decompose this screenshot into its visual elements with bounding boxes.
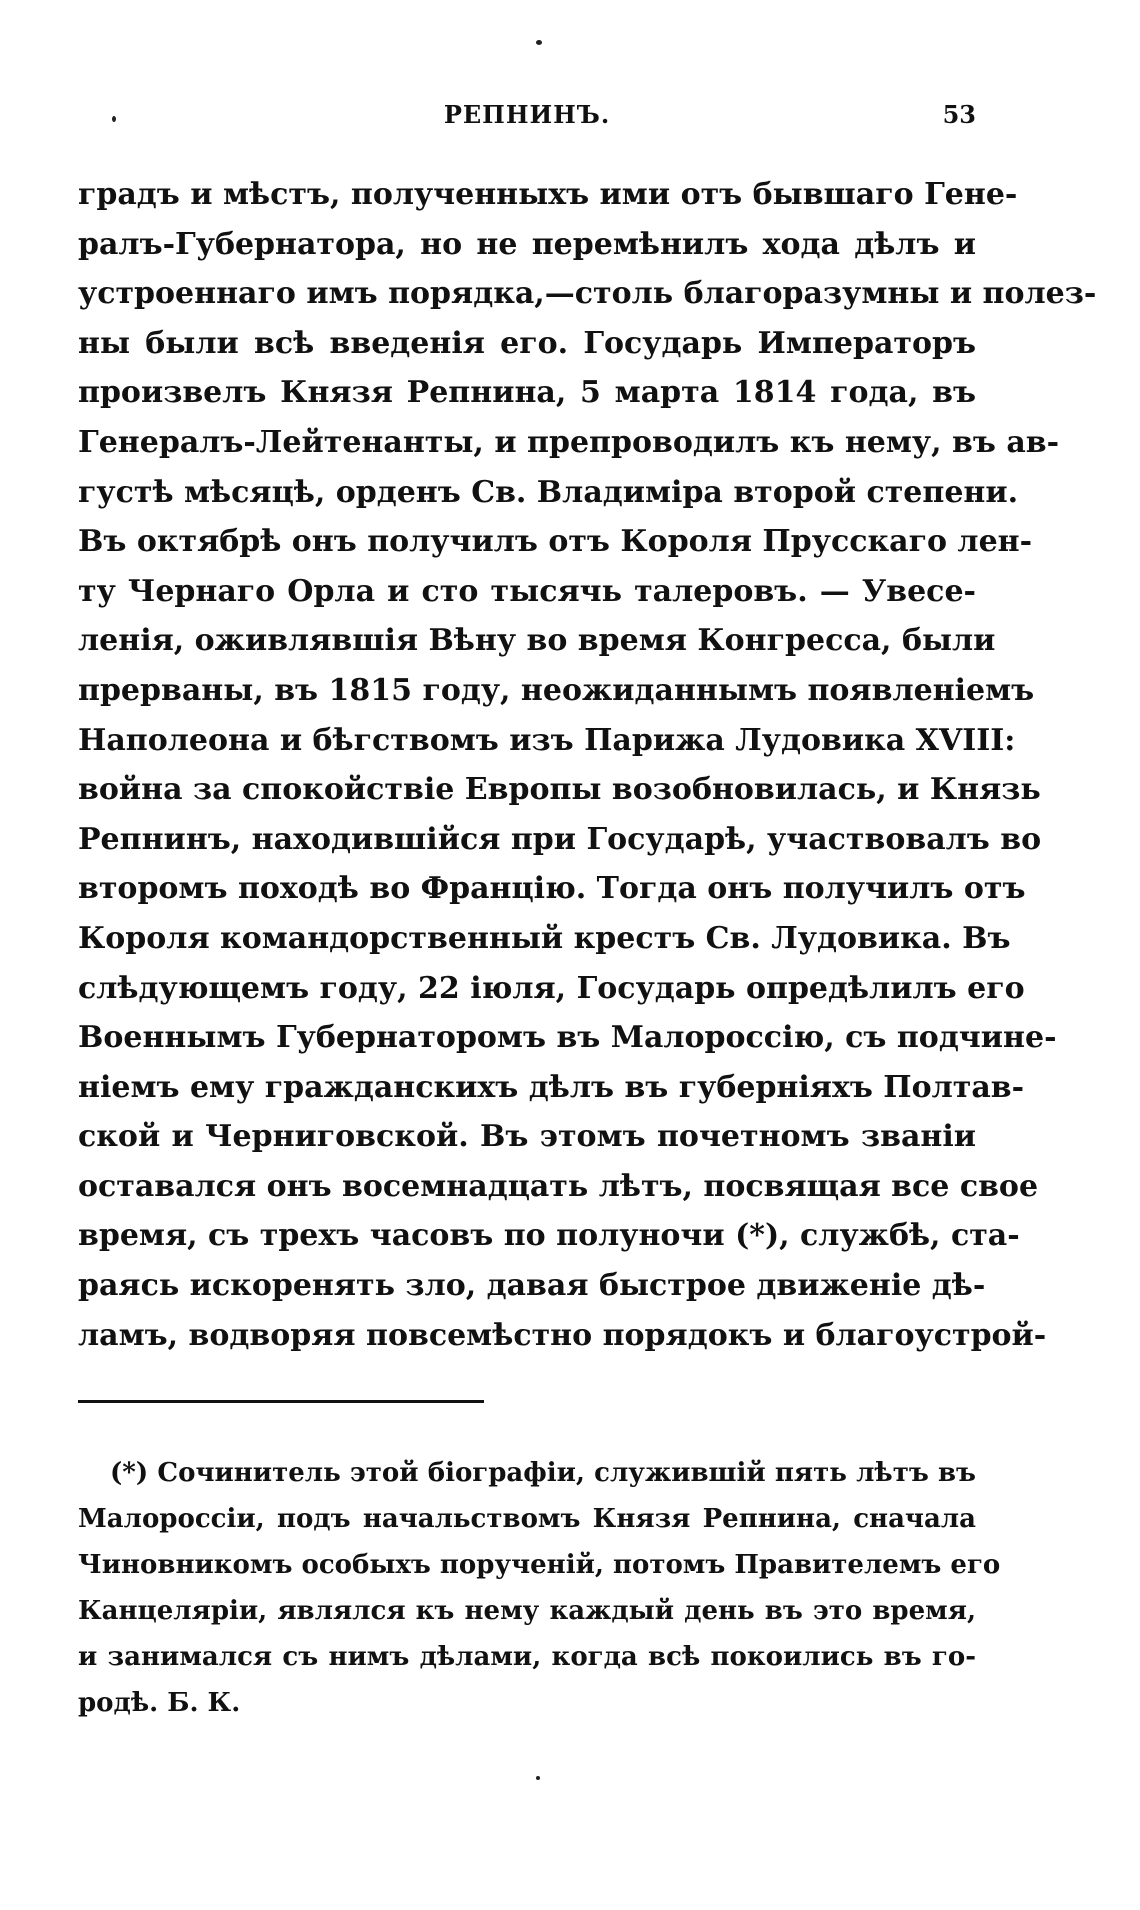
text-line: ленія, оживлявшія Вѣну во время Конгресса, были — [78, 623, 996, 659]
text-line: слѣдующемъ году, 22 іюля, Государь опредѣлилъ его — [78, 970, 1025, 1006]
text-line: Репнинъ, находившійся при Государѣ, участвовалъ во — [78, 821, 1042, 857]
text-line: прерваны, въ 1815 году, неожиданнымъ появленіемъ — [78, 672, 1035, 708]
text-line: война за спокойствіе Европы возобновилась, и Князь — [78, 772, 1041, 808]
footnote-line: Канцеляріи, являлся къ нему каждый день въ это время, — [78, 1596, 976, 1626]
text-line: ралъ-Губернатора, но не перемѣнилъ хода дѣлъ и — [78, 226, 976, 262]
text-line: ны были всѣ введенія его. Государь Императоръ — [78, 325, 976, 361]
text-line: Генералъ-Лейтенанты, и препроводилъ къ нему, въ ав- — [78, 424, 1060, 460]
text-line: раясь искоренять зло, давая быстрое движеніе дѣ- — [78, 1268, 986, 1304]
text-line: ской и Черниговской. Въ этомъ почетномъ званіи — [78, 1119, 976, 1155]
footnote-line: Малороссіи, подъ начальствомъ Князя Репнина, сначала — [78, 1504, 976, 1534]
footnote-line: Чиновникомъ особыхъ порученій, потомъ Правителемъ его — [78, 1550, 1001, 1580]
text-line: Наполеона и бѣгствомъ изъ Парижа Лудовика XVIII: — [78, 722, 1016, 758]
text-line: произвелъ Князя Репнина, 5 марта 1814 года, въ — [78, 375, 976, 411]
text-line: устроеннаго имъ порядка,—столь благоразумны и полез- — [78, 276, 1097, 312]
text-line: второмъ походѣ во Францію. Тогда онъ получилъ отъ — [78, 871, 1026, 907]
main-text — [78, 170, 1097, 1360]
footnote-divider — [78, 1400, 484, 1403]
text-line: время, съ трехъ часовъ по полуночи (*), службѣ, ста- — [78, 1218, 1020, 1254]
footnote-line: (*) Сочинитель этой біографіи, служившій пять лѣтъ въ — [110, 1458, 976, 1488]
text-line: оставался онъ восемнадцать лѣтъ, посвящая все свое — [78, 1168, 1039, 1204]
text-line: ніемъ ему гражданскихъ дѣлъ въ губерніяхъ Полтав- — [78, 1069, 1025, 1105]
page-header — [78, 100, 976, 140]
text-line: Военнымъ Губернаторомъ въ Малороссію, съ подчине- — [78, 1020, 1057, 1056]
print-speck — [536, 1776, 540, 1780]
text-line: Короля командорственный крестъ Св. Лудовика. Въ — [78, 920, 1011, 956]
footnote — [78, 1450, 1001, 1726]
text-line: ту Чернаго Орла и сто тысячь талеровъ. — Увесе- — [78, 573, 976, 609]
footnote-line: родѣ. Б. К. — [78, 1688, 241, 1718]
text-line: ламъ, водворяя повсемѣстно порядокъ и благоустрой- — [78, 1317, 1047, 1353]
text-line: градъ и мѣстъ, полученныхъ ими отъ бывшаго Гене- — [78, 177, 1018, 212]
print-speck — [536, 40, 542, 45]
text-line: густѣ мѣсяцѣ, орденъ Св. Владиміра второй степени. — [78, 474, 1019, 510]
running-head: РЕПНИНЪ. — [443, 100, 611, 129]
text-line: Въ октябрѣ онъ получилъ отъ Короля Прусскаго лен- — [78, 524, 1033, 560]
footnote-line: и занимался съ нимъ дѣлами, когда всѣ покоились въ го- — [78, 1642, 976, 1672]
page-number: 53 — [942, 100, 976, 129]
